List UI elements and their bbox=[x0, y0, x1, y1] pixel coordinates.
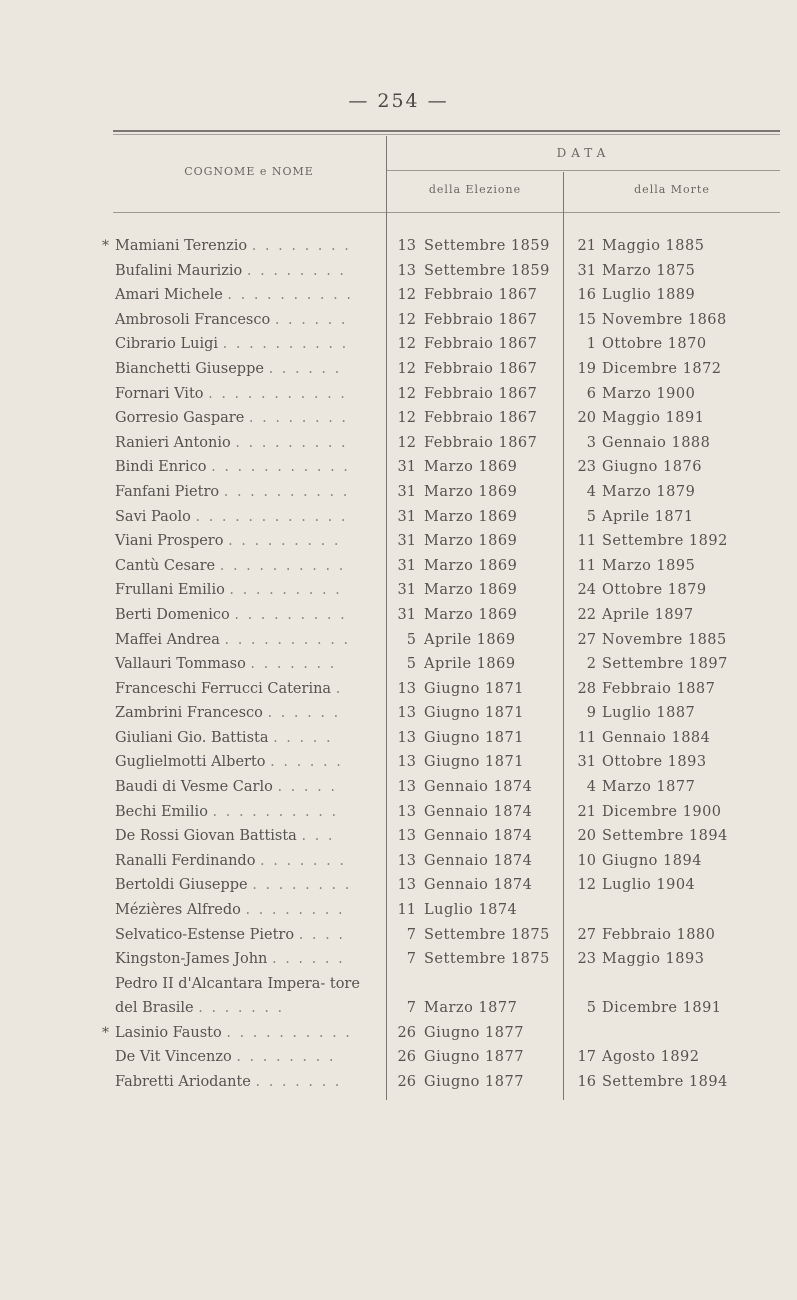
election-month-year: Giugno 1877 bbox=[424, 1024, 524, 1041]
election-day: 13 bbox=[397, 754, 416, 771]
election-month-year: Gennaio 1874 bbox=[424, 877, 533, 894]
death-month-year: Marzo 1875 bbox=[602, 262, 696, 279]
top-rule-thin bbox=[113, 134, 780, 135]
member-name-cell bbox=[115, 578, 387, 603]
death-day: 17 bbox=[577, 1049, 596, 1066]
death-day: 5 bbox=[586, 1000, 596, 1017]
death-month-year: Maggio 1893 bbox=[602, 951, 705, 968]
election-day: 5 bbox=[406, 656, 416, 673]
member-name-cell bbox=[115, 308, 387, 333]
election-day: 13 bbox=[397, 262, 416, 279]
election-day: 13 bbox=[397, 238, 416, 254]
table-row bbox=[0, 603, 797, 628]
member-name: Viani Prospero bbox=[115, 533, 224, 550]
leader-dots: . . . . . . . . . bbox=[234, 606, 347, 623]
death-month-year: Maggio 1891 bbox=[602, 410, 705, 427]
election-month-year: Marzo 1869 bbox=[424, 533, 518, 550]
death-month-year: Dicembre 1891 bbox=[602, 1000, 722, 1017]
member-name-cell bbox=[115, 431, 387, 456]
leader-dots: . . . . . . . . bbox=[236, 1049, 336, 1066]
table-row bbox=[0, 947, 797, 972]
leader-dots: . . . . . . . bbox=[260, 852, 346, 869]
election-month-year: Febbraio 1867 bbox=[424, 360, 538, 377]
election-day: 31 bbox=[397, 459, 416, 476]
date-subheader-rule bbox=[387, 170, 780, 171]
member-name: Franceschi Ferrucci Caterina bbox=[115, 680, 332, 697]
death-month-year: Giugno 1894 bbox=[602, 852, 702, 869]
member-name: De Vit Vincenzo bbox=[115, 1049, 232, 1066]
leader-dots: . . . . . . bbox=[267, 705, 341, 722]
leader-dots: . . . . . . . . . . bbox=[227, 287, 353, 304]
member-name-cell bbox=[115, 259, 387, 284]
election-month-year: Settembre 1859 bbox=[424, 238, 550, 254]
election-month-year: Febbraio 1867 bbox=[424, 385, 538, 402]
election-month-year: Giugno 1871 bbox=[424, 705, 524, 722]
leader-dots: . . . . . . . . . bbox=[229, 582, 342, 599]
leader-dots: . . . . . . . . . . bbox=[223, 483, 350, 500]
table-row bbox=[0, 923, 797, 948]
leader-dots: . . . bbox=[301, 828, 335, 845]
page-number: — 254 — bbox=[348, 90, 449, 112]
table-row bbox=[0, 1070, 797, 1095]
member-name: Bertoldi Giuseppe bbox=[115, 877, 248, 894]
member-name-cell bbox=[115, 603, 387, 628]
member-name: Cibrario Luigi bbox=[115, 336, 219, 353]
member-name-cell bbox=[115, 800, 387, 825]
election-day: 26 bbox=[397, 1049, 416, 1066]
table-row bbox=[0, 578, 797, 603]
death-day: 10 bbox=[577, 852, 596, 869]
member-name: Fornari Vito bbox=[115, 385, 204, 402]
death-day: 24 bbox=[577, 582, 596, 599]
election-day: 12 bbox=[397, 385, 416, 402]
death-day: 3 bbox=[586, 434, 596, 451]
member-name: Vallauri Tommaso bbox=[115, 656, 246, 673]
leader-dots: . . . . . . bbox=[270, 754, 343, 771]
election-day: 13 bbox=[397, 828, 416, 845]
member-name-cell bbox=[102, 1021, 387, 1046]
election-day: 12 bbox=[397, 410, 416, 427]
date-group-header: DATA bbox=[556, 146, 611, 160]
member-name: Berti Domenico bbox=[115, 606, 230, 623]
table-row bbox=[0, 701, 797, 726]
death-month-year: Aprile 1897 bbox=[602, 606, 694, 623]
leader-dots: . . . . . . . . bbox=[248, 410, 349, 427]
election-day: 13 bbox=[397, 803, 416, 820]
member-name: De Rossi Giovan Battista bbox=[115, 828, 297, 845]
election-day: 26 bbox=[397, 1074, 416, 1090]
leader-dots: . . . . . . . . . . . bbox=[208, 385, 347, 402]
table-row bbox=[0, 652, 797, 677]
leader-dots: . . . . . bbox=[277, 779, 337, 796]
member-name-cell bbox=[115, 1045, 387, 1070]
death-day: 27 bbox=[577, 926, 596, 943]
election-day: 13 bbox=[397, 852, 416, 869]
member-name-cell bbox=[115, 677, 387, 702]
table-row bbox=[0, 849, 797, 874]
death-month-year: Ottobre 1870 bbox=[602, 336, 707, 353]
election-day: 5 bbox=[406, 631, 416, 648]
member-name-cell bbox=[115, 701, 387, 726]
death-day: 1 bbox=[586, 336, 596, 353]
leader-dots: . . . . . . . . . . bbox=[226, 1024, 352, 1041]
death-month-year: Novembre 1868 bbox=[602, 311, 727, 328]
member-name: Savi Paolo bbox=[115, 508, 191, 525]
table-row bbox=[0, 1021, 797, 1046]
death-month-year: Settembre 1894 bbox=[602, 828, 728, 845]
death-day: 23 bbox=[577, 951, 596, 968]
death-month-year: Giugno 1876 bbox=[602, 459, 702, 476]
leader-dots: . . . . . . . . . . bbox=[224, 631, 351, 648]
election-month-year: Febbraio 1867 bbox=[424, 287, 538, 304]
table-row bbox=[0, 505, 797, 530]
member-name-cell bbox=[115, 406, 387, 431]
death-day: 21 bbox=[577, 803, 596, 820]
death-month-year: Agosto 1892 bbox=[602, 1049, 700, 1066]
death-month-year: Marzo 1900 bbox=[602, 385, 696, 402]
death-column-header: della Morte bbox=[634, 183, 710, 196]
death-day: 15 bbox=[577, 311, 596, 328]
table-row bbox=[0, 332, 797, 357]
death-month-year: Luglio 1904 bbox=[602, 877, 696, 894]
table-row bbox=[0, 529, 797, 554]
election-day: 13 bbox=[397, 680, 416, 697]
leader-dots: . . . . . . . bbox=[255, 1074, 342, 1090]
election-day: 7 bbox=[406, 951, 416, 968]
election-day: 31 bbox=[397, 483, 416, 500]
leader-dots: . . . . . bbox=[273, 729, 333, 746]
leader-dots: . . . . . . . . . . . bbox=[211, 459, 350, 476]
table-row bbox=[0, 480, 797, 505]
leader-dots: . . . . . . . . bbox=[251, 238, 351, 254]
table-row bbox=[0, 357, 797, 382]
member-name-cell bbox=[115, 898, 387, 923]
member-name-cell bbox=[115, 923, 387, 948]
member-name-cell bbox=[115, 332, 387, 357]
table-row bbox=[0, 455, 797, 480]
death-day: 11 bbox=[577, 729, 596, 746]
member-name: Fabretti Ariodante bbox=[115, 1074, 251, 1090]
table-row bbox=[0, 628, 797, 653]
election-day: 31 bbox=[397, 508, 416, 525]
member-name: Cantù Cesare bbox=[115, 557, 216, 574]
death-month-year: Aprile 1871 bbox=[602, 508, 694, 525]
election-month-year: Settembre 1859 bbox=[424, 262, 550, 279]
election-month-year: Marzo 1869 bbox=[424, 582, 518, 599]
member-name: Lasinio Fausto bbox=[115, 1024, 222, 1041]
table-row bbox=[0, 382, 797, 407]
election-day: 12 bbox=[397, 434, 416, 451]
death-day: 21 bbox=[577, 238, 596, 254]
election-month-year: Marzo 1869 bbox=[424, 508, 518, 525]
member-name: Zambrini Francesco bbox=[115, 705, 263, 722]
member-name-cell bbox=[115, 1070, 387, 1095]
death-month-year: Dicembre 1872 bbox=[602, 360, 722, 377]
death-month-year: Dicembre 1900 bbox=[602, 803, 722, 820]
election-day: 12 bbox=[397, 360, 416, 377]
member-name-cell bbox=[115, 947, 387, 972]
leader-dots: . . . . . . bbox=[274, 311, 348, 328]
member-name: Selvatico-Estense Pietro bbox=[115, 926, 295, 943]
table-row bbox=[0, 283, 797, 308]
member-name: Gorresio Gaspare bbox=[115, 410, 245, 427]
member-name-cell bbox=[115, 455, 387, 480]
leader-dots: . . . . . . bbox=[268, 360, 342, 377]
member-name: Giuliani Gio. Battista bbox=[115, 729, 269, 746]
election-column-header: della Elezione bbox=[428, 183, 522, 196]
death-day: 20 bbox=[577, 410, 596, 427]
death-day: 4 bbox=[586, 779, 596, 796]
election-day: 11 bbox=[397, 902, 416, 919]
leader-dots: . bbox=[335, 680, 343, 697]
leader-dots: . . . . . . . . bbox=[245, 902, 345, 919]
election-month-year: Marzo 1869 bbox=[424, 606, 518, 623]
election-day: 7 bbox=[406, 926, 416, 943]
election-month-year: Febbraio 1867 bbox=[424, 311, 538, 328]
member-name: Pedro II d'Alcantara Impera- tore del Brasile bbox=[115, 975, 360, 1017]
member-name: Fanfani Pietro bbox=[115, 483, 220, 500]
table-row bbox=[0, 1045, 797, 1070]
election-day: 31 bbox=[397, 606, 416, 623]
death-day: 12 bbox=[577, 877, 596, 894]
death-day: 20 bbox=[577, 828, 596, 845]
election-day: 13 bbox=[397, 877, 416, 894]
election-day: 13 bbox=[397, 705, 416, 722]
death-day: 16 bbox=[577, 287, 596, 304]
death-day: 22 bbox=[577, 606, 596, 623]
death-month-year: Novembre 1885 bbox=[602, 631, 727, 648]
table-row bbox=[0, 898, 797, 923]
election-month-year: Febbraio 1867 bbox=[424, 410, 538, 427]
election-day: 31 bbox=[397, 582, 416, 599]
death-month-year: Settembre 1892 bbox=[602, 533, 728, 550]
table-row bbox=[0, 972, 797, 1021]
election-month-year: Settembre 1875 bbox=[424, 926, 550, 943]
election-month-year: Luglio 1874 bbox=[424, 902, 518, 919]
death-month-year: Gennaio 1888 bbox=[602, 434, 711, 451]
election-day: 12 bbox=[397, 336, 416, 353]
election-day: 13 bbox=[397, 729, 416, 746]
election-month-year: Febbraio 1867 bbox=[424, 434, 538, 451]
member-name-cell bbox=[102, 234, 387, 259]
death-month-year: Ottobre 1893 bbox=[602, 754, 707, 771]
election-month-year: Giugno 1871 bbox=[424, 729, 524, 746]
member-name-cell bbox=[115, 480, 387, 505]
death-month-year: Settembre 1894 bbox=[602, 1074, 728, 1090]
death-month-year: Marzo 1879 bbox=[602, 483, 696, 500]
table-row bbox=[0, 234, 797, 259]
member-name-cell bbox=[115, 824, 387, 849]
election-day: 7 bbox=[406, 1000, 416, 1017]
election-month-year: Gennaio 1874 bbox=[424, 803, 533, 820]
death-day: 2 bbox=[586, 656, 596, 673]
member-name-cell bbox=[115, 283, 387, 308]
member-name: Maffei Andrea bbox=[115, 631, 220, 648]
member-name: Baudi di Vesme Carlo bbox=[115, 779, 273, 796]
member-name-cell bbox=[115, 873, 387, 898]
death-month-year: Febbraio 1880 bbox=[602, 926, 716, 943]
death-month-year: Febbraio 1887 bbox=[602, 680, 716, 697]
death-day: 28 bbox=[577, 680, 596, 697]
death-day: 31 bbox=[577, 754, 596, 771]
table-row bbox=[0, 726, 797, 751]
election-day: 31 bbox=[397, 533, 416, 550]
election-month-year: Marzo 1869 bbox=[424, 483, 518, 500]
member-name-cell bbox=[115, 775, 387, 800]
asterisk-mark: * bbox=[102, 1024, 109, 1041]
election-month-year: Giugno 1871 bbox=[424, 680, 524, 697]
member-name: Ambrosoli Francesco bbox=[115, 311, 271, 328]
member-name: Bianchetti Giuseppe bbox=[115, 360, 264, 377]
election-month-year: Giugno 1877 bbox=[424, 1049, 524, 1066]
table-row bbox=[0, 775, 797, 800]
death-month-year: Settembre 1897 bbox=[602, 656, 728, 673]
leader-dots: . . . . . . . . . . bbox=[212, 803, 339, 820]
election-month-year: Giugno 1871 bbox=[424, 754, 524, 771]
member-name-cell bbox=[115, 726, 387, 751]
member-name-cell bbox=[115, 529, 387, 554]
election-month-year: Aprile 1869 bbox=[424, 656, 516, 673]
leader-dots: . . . . . . . . . bbox=[235, 434, 348, 451]
member-name-cell bbox=[115, 505, 387, 530]
member-name: Amari Michele bbox=[115, 287, 223, 304]
election-month-year: Marzo 1869 bbox=[424, 459, 518, 476]
leader-dots: . . . . bbox=[298, 926, 345, 943]
election-day: 31 bbox=[397, 557, 416, 574]
table-row bbox=[0, 554, 797, 579]
death-day: 11 bbox=[577, 533, 596, 550]
member-name-cell bbox=[115, 849, 387, 874]
death-month-year: Marzo 1895 bbox=[602, 557, 696, 574]
member-name: Mézières Alfredo bbox=[115, 902, 241, 919]
table-row bbox=[0, 308, 797, 333]
member-name-cell bbox=[115, 652, 387, 677]
death-month-year: Maggio 1885 bbox=[602, 238, 705, 254]
member-list bbox=[0, 234, 797, 1095]
table-row bbox=[0, 431, 797, 456]
election-day: 26 bbox=[397, 1024, 416, 1041]
death-day: 11 bbox=[577, 557, 596, 574]
election-day: 12 bbox=[397, 311, 416, 328]
member-name: Bindi Enrico bbox=[115, 459, 207, 476]
death-month-year: Luglio 1887 bbox=[602, 705, 696, 722]
leader-dots: . . . . . . . . . . . . bbox=[195, 508, 348, 525]
member-name: Mamiani Terenzio bbox=[115, 238, 248, 254]
member-name-cell bbox=[115, 750, 387, 775]
leader-dots: . . . . . . . . . . bbox=[222, 336, 349, 353]
member-name: Bufalini Maurizio bbox=[115, 262, 243, 279]
member-name-cell bbox=[115, 972, 387, 1021]
leader-dots: . . . . . . . bbox=[198, 1000, 285, 1017]
election-day: 13 bbox=[397, 779, 416, 796]
election-month-year: Gennaio 1874 bbox=[424, 852, 533, 869]
death-day: 16 bbox=[577, 1074, 596, 1090]
member-name: Guglielmotti Alberto bbox=[115, 754, 266, 771]
death-day: 9 bbox=[586, 705, 596, 722]
header-bottom-rule bbox=[113, 212, 780, 213]
leader-dots: . . . . . . . . . . bbox=[219, 557, 346, 574]
table-row bbox=[0, 750, 797, 775]
death-day: 19 bbox=[577, 360, 596, 377]
election-month-year: Giugno 1877 bbox=[424, 1074, 524, 1090]
asterisk-mark: * bbox=[102, 238, 109, 254]
leader-dots: . . . . . . bbox=[272, 951, 345, 968]
leader-dots: . . . . . . . . bbox=[246, 262, 347, 279]
leader-dots: . . . . . . . . . bbox=[228, 533, 341, 550]
leader-dots: . . . . . . . bbox=[250, 656, 337, 673]
death-day: 6 bbox=[586, 385, 596, 402]
table-row bbox=[0, 800, 797, 825]
table-row bbox=[0, 259, 797, 284]
member-name: Ranalli Ferdinando bbox=[115, 852, 256, 869]
death-month-year: Ottobre 1879 bbox=[602, 582, 707, 599]
table-row bbox=[0, 677, 797, 702]
member-name-cell bbox=[115, 382, 387, 407]
death-month-year: Gennaio 1884 bbox=[602, 729, 711, 746]
election-month-year: Marzo 1877 bbox=[424, 1000, 518, 1017]
election-month-year: Febbraio 1867 bbox=[424, 336, 538, 353]
election-day: 12 bbox=[397, 287, 416, 304]
member-name-cell bbox=[115, 628, 387, 653]
election-month-year: Marzo 1869 bbox=[424, 557, 518, 574]
name-column-header: COGNOME e NOME bbox=[184, 165, 314, 178]
member-name: Ranieri Antonio bbox=[115, 434, 231, 451]
top-rule bbox=[113, 130, 780, 132]
table-row bbox=[0, 406, 797, 431]
member-name: Bechi Emilio bbox=[115, 803, 208, 820]
election-month-year: Gennaio 1874 bbox=[424, 828, 533, 845]
member-name: Kingston-James John bbox=[115, 951, 268, 968]
member-name: Frullani Emilio bbox=[115, 582, 225, 599]
death-month-year: Luglio 1889 bbox=[602, 287, 696, 304]
election-month-year: Settembre 1875 bbox=[424, 951, 550, 968]
member-name-cell bbox=[115, 357, 387, 382]
member-name-cell bbox=[115, 554, 387, 579]
election-month-year: Gennaio 1874 bbox=[424, 779, 533, 796]
election-month-year: Aprile 1869 bbox=[424, 631, 516, 648]
death-day: 27 bbox=[577, 631, 596, 648]
table-row bbox=[0, 824, 797, 849]
death-day: 23 bbox=[577, 459, 596, 476]
death-day: 4 bbox=[586, 483, 596, 500]
death-day: 5 bbox=[586, 508, 596, 525]
death-month-year: Marzo 1877 bbox=[602, 779, 696, 796]
death-day: 31 bbox=[577, 262, 596, 279]
leader-dots: . . . . . . . . bbox=[252, 877, 352, 894]
table-row bbox=[0, 873, 797, 898]
